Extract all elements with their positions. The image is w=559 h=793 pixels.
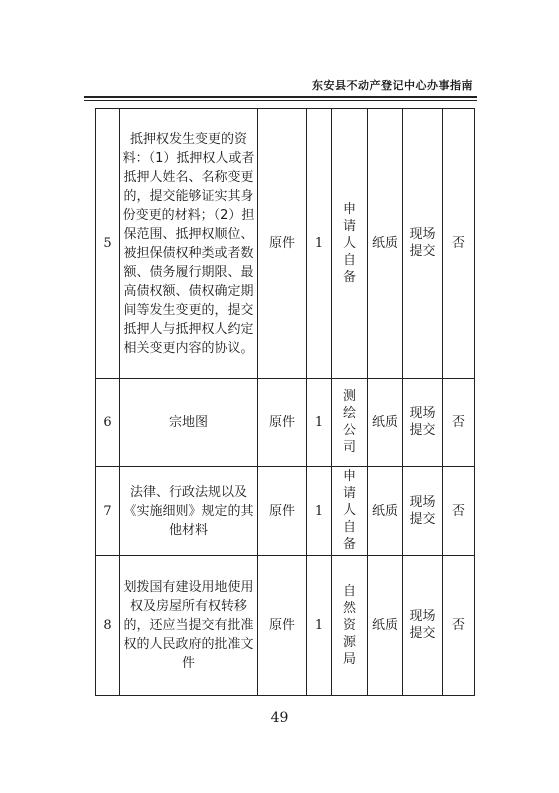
page-number: 49 [270, 710, 289, 726]
material-form: 纸质 [368, 556, 403, 696]
material-count: 1 [307, 467, 332, 556]
submit-method [403, 467, 443, 556]
material-source [332, 109, 368, 379]
material-name [120, 379, 258, 467]
page-header-title: 东安县不动产登记中心办事指南 [312, 79, 473, 92]
row-number: 5 [96, 109, 120, 379]
table-row [96, 109, 475, 379]
required-flag: 否 [443, 109, 475, 379]
submit-method [403, 556, 443, 696]
submit-method-text: 现场提交 [409, 494, 436, 527]
table-row [96, 467, 475, 556]
material-name-text: 抵押权发生变更的资料：（1）抵押权人或者抵押人姓名、名称变更的，提交能够证实其身份变更的材料；（2）担保范围、抵押权顺位、被担保债权种类或者数额、债务履行期限、最高债权额、债权确定期间等发生变更的，提交抵押人与抵押权人约定相关变更内容的协议。 [122, 131, 255, 356]
material-type: 原件 [258, 379, 307, 467]
required-flag: 否 [443, 379, 475, 467]
material-source-text: 申请人自备 [342, 201, 356, 285]
submit-method-text: 现场提交 [409, 406, 436, 438]
material-form: 纸质 [368, 467, 403, 556]
table-row [96, 556, 475, 696]
material-source [332, 379, 368, 467]
material-count: 1 [307, 556, 332, 696]
material-form: 纸质 [368, 109, 403, 379]
row-number: 8 [96, 556, 120, 696]
material-source-text: 自然资源局 [342, 583, 356, 667]
material-name-text: 划拨国有建设用地使用权及房屋所有权转移的，还应当提交有批准权的人民政府的批准文件 [123, 580, 254, 671]
material-name [120, 556, 258, 696]
required-flag: 否 [443, 467, 475, 556]
materials-table [95, 108, 475, 696]
header-rule-thick [84, 96, 477, 98]
submit-method [403, 379, 443, 467]
material-count: 1 [307, 109, 332, 379]
material-type: 原件 [258, 109, 307, 379]
submit-method-text: 现场提交 [409, 227, 436, 259]
submit-method [403, 109, 443, 379]
material-type: 原件 [258, 556, 307, 696]
material-name-text: 法律、行政法规以及《实施细则》规定的其他材料 [123, 484, 254, 538]
material-name-text: 宗地图 [168, 415, 208, 430]
material-source [332, 467, 368, 556]
row-number: 6 [96, 379, 120, 467]
required-flag: 否 [443, 556, 475, 696]
table-row [96, 379, 475, 467]
material-source-text: 申请人自备 [342, 469, 356, 552]
material-form: 纸质 [368, 379, 403, 467]
submit-method-text: 现场提交 [409, 609, 436, 641]
material-name [120, 467, 258, 556]
row-number: 7 [96, 467, 120, 556]
material-name [120, 109, 258, 379]
material-source [332, 556, 368, 696]
header-rule-thin [84, 100, 477, 101]
material-type: 原件 [258, 467, 307, 556]
material-source-text: 测绘公司 [342, 389, 356, 455]
material-count: 1 [307, 379, 332, 467]
